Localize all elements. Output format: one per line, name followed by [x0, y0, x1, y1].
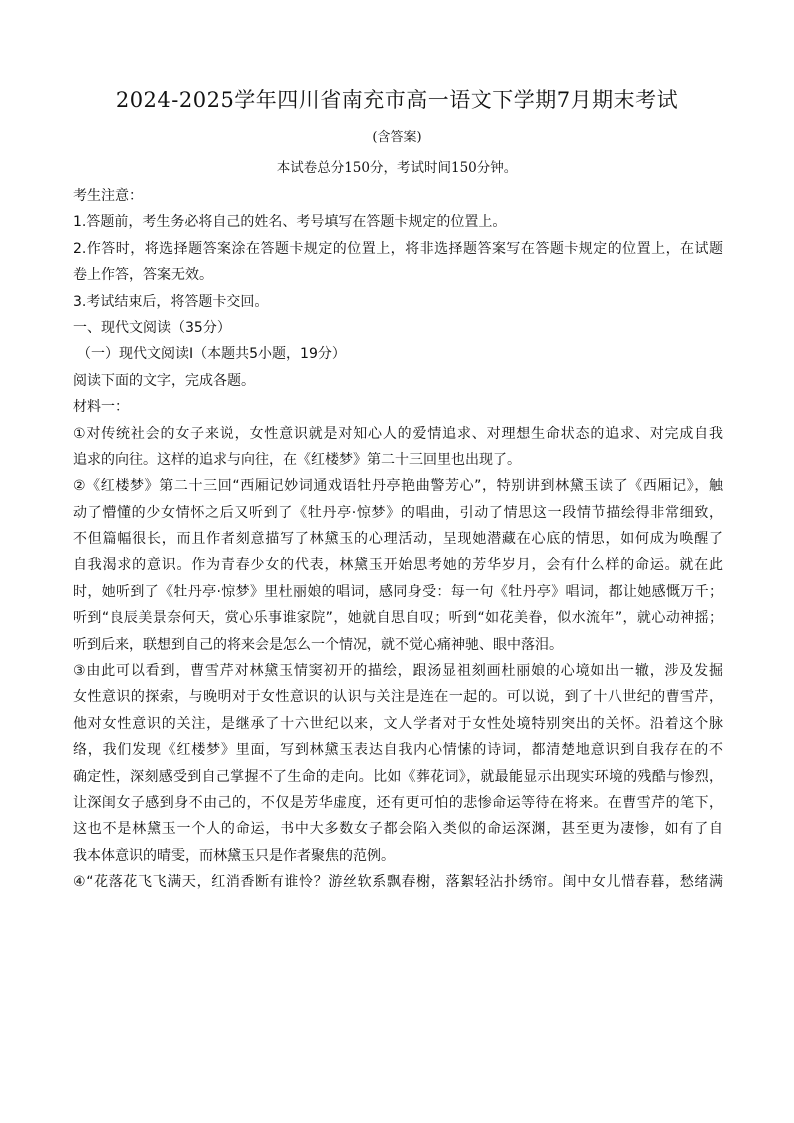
- exam-info: 本试卷总分150分，考试时间150分钟。: [276, 160, 518, 176]
- paragraph-line: 自我渴求的意识。作为青春少女的代表，林黛玉开始思考她的芳华岁月，会有什么样的命运。就在此: [73, 557, 723, 574]
- notice-item: 1.答题前，考生务必将自己的姓名、考号填写在答题卡规定的位置上。: [73, 214, 507, 231]
- paragraph-line: 时，她听到了《牡丹亭·惊梦》里杜丽娘的唱词，感同身受：每一句《牡丹亭》唱词，都让她感慨万千；: [73, 583, 723, 600]
- notice-item: 2.作答时，将选择题答案涂在答题卡规定的位置上，将非选择题答案写在答题卡规定的位置上，在试题: [73, 240, 723, 257]
- paragraph-line: 确定性，深刻感受到自己掌握不了生命的走向。比如《葬花词》，就最能显示出现实环境的残酷与惨烈，: [73, 768, 723, 785]
- paragraph-line: ③由此可以看到，曹雪芹对林黛玉情窦初开的描绘，跟汤显祖刻画杜丽娘的心境如出一辙，涉及发掘: [73, 663, 723, 680]
- paragraph-line: 络，我们发现《红楼梦》里面，写到林黛玉表达自我内心情愫的诗词，都清楚地意识到自我存在的不: [73, 742, 723, 759]
- paragraph-line: 女性意识的探索，与晚明对于女性意识的认识与关注是连在一起的。可以说，到了十八世纪的曹雪芹，: [73, 689, 723, 706]
- paragraph-line: 让深闺女子感到身不由己的，不仅是芳华虚度，还有更可怕的悲惨命运等待在将来。在曹雪芹的笔下，: [73, 794, 723, 811]
- paragraph-line: 听到“良辰美景奈何天，赏心乐事谁家院”，她就自思自叹；听到“如花美眷，似水流年”，就心动神摇；: [73, 610, 723, 627]
- page-title: 2024-2025学年四川省南充市高一语文下学期7月期末考试: [115, 88, 679, 112]
- subsection-heading: （一）现代文阅读Ⅰ（本题共5小题，19分）: [77, 346, 346, 363]
- material-label: 材料一：: [73, 399, 129, 416]
- paragraph-line: 他对女性意识的关注，是继承了十六世纪以来，文人学者对于女性处境特别突出的关怀。沿着这个脉: [73, 715, 723, 732]
- paragraph-line: 不但篇幅很长，而且作者刻意描写了林黛玉的心理活动，呈现她潜藏在心底的情思，如何成为唤醒了: [73, 531, 723, 548]
- paragraph-line: 这也不是林黛玉一个人的命运，书中大多数女子都会陷入类似的命运深渊，甚至更为凄惨，如有了自: [73, 821, 723, 838]
- section-heading: 一、现代文阅读（35分）: [73, 319, 231, 336]
- notice-heading: 考生注意：: [73, 188, 143, 204]
- paragraph-line: 我本体意识的晴雯，而林黛玉只是作者聚焦的范例。: [73, 847, 395, 864]
- paragraph-line: ①对传统社会的女子来说，女性意识就是对知心人的爱情追求、对理想生命状态的追求、对完成自我: [73, 425, 723, 442]
- notice-item: 3.考试结束后，将答题卡交回。: [73, 293, 269, 310]
- page-subtitle: (含答案): [372, 130, 422, 145]
- reading-instruction: 阅读下面的文字，完成各题。: [73, 372, 255, 389]
- paragraph-line: ④“花落花飞飞满天，红消香断有谁怜？游丝软系飘春榭，落絮轻沾扑绣帘。闺中女儿惜春暮，愁绪满: [73, 874, 723, 891]
- notice-item: 卷上作答，答案无效。: [73, 267, 213, 284]
- paragraph-line: 追求的向往。这样的追求与向往，在《红楼梦》第二十三回里也出现了。: [73, 451, 521, 468]
- paragraph-line: ②《红楼梦》第二十三回“西厢记妙词通戏语牡丹亭艳曲警芳心”，特别讲到林黛玉读了《西厢记》，触: [73, 478, 723, 495]
- paragraph-line: 听到后来，联想到自己的将来会是怎么一个情况，就不觉心痛神驰、眼中落泪。: [73, 636, 563, 653]
- document-body: [73, 183, 723, 896]
- paragraph-line: 动了懵懂的少女情怀之后又听到了《牡丹亭·惊梦》的唱曲，引动了情思这一段情节描绘得非常细致，: [73, 504, 723, 521]
